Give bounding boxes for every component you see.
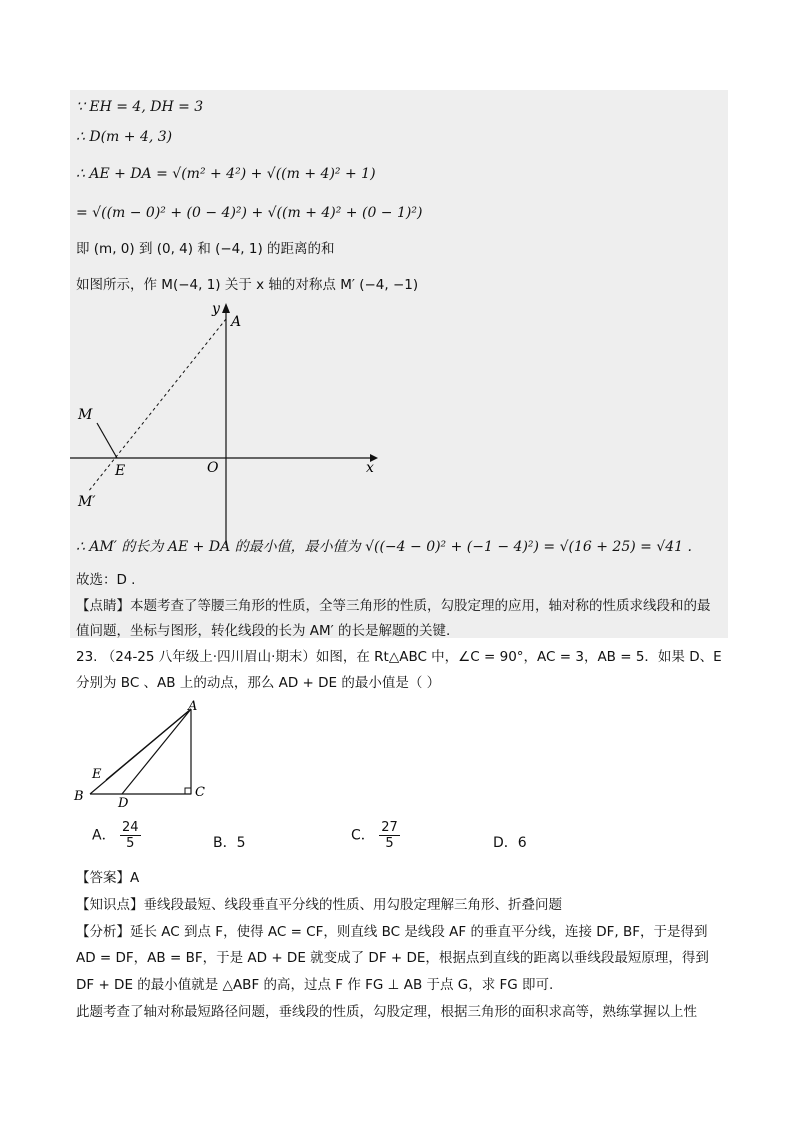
point-A-label: A	[188, 699, 198, 714]
solution-line-5: 即 (m, 0) 到 (0, 4) 和 (−4, 1) 的距离的和	[76, 241, 335, 257]
note-line-2: 值问题，坐标与图形，转化线段的长为 AM′ 的长是解题的关键.	[76, 623, 451, 639]
choice-c-label: C．	[351, 827, 375, 844]
segment-ME	[97, 423, 117, 458]
coordinate-figure	[70, 295, 390, 550]
analysis-answer: 【答案】A	[76, 870, 140, 886]
choice-a-label: A．	[92, 827, 116, 844]
point-E-label: E	[115, 463, 126, 479]
point-M-prime-label: M′	[78, 494, 96, 510]
segment-AM-prime	[88, 319, 226, 492]
choice-c-numerator: 27	[381, 820, 398, 835]
analysis-line-1: 【分析】延长 AC 到点 F，使得 AC = CF，则直线 BC 是线段 AF 的垂直平分线，连接 DF, BF，于是得到	[76, 924, 708, 940]
segment-AD	[122, 709, 191, 794]
note-line-1: 【点睛】本题考查了等腰三角形的性质，全等三角形的性质，勾股定理的应用，轴对称的性质求线段和的最	[76, 598, 711, 614]
right-angle-mark	[185, 788, 191, 794]
choice-a-denominator: 5	[126, 836, 135, 851]
segment-AE	[106, 709, 191, 780]
y-axis-label: y	[212, 301, 220, 317]
analysis-knowledge: 【知识点】垂线段最短、线段垂直平分线的性质、用勾股定理解三角形、折叠问题	[76, 897, 562, 913]
analysis-line-2: AD = DF，AB = BF，于是 AD + DE 就变成了 DF + DE，根据点到直线的距离以垂线段最短原理，得到	[76, 950, 709, 966]
x-axis-label: x	[366, 460, 374, 476]
analysis-line-4: 此题考查了轴对称最短路径问题，垂线段的性质，勾股定理，根据三角形的面积求高等，熟练掌握以上性	[76, 1004, 697, 1020]
point-D-label: D	[118, 796, 129, 808]
choice-c	[351, 820, 400, 851]
y-axis-arrow-icon	[222, 303, 230, 313]
choice-a	[92, 820, 141, 851]
solution-line-1: ∵ EH = 4, DH = 3	[76, 99, 204, 115]
choice-d: D．6	[493, 835, 527, 851]
point-M-label: M	[78, 407, 93, 423]
choice-b: B．5	[213, 835, 246, 851]
point-E-label: E	[92, 767, 102, 782]
solution-line-4: = √((m − 0)² + (0 − 4)²) + √((m + 4)² + (0 − 1)²)	[76, 205, 423, 221]
triangle-figure	[70, 698, 230, 808]
solution-line-2: ∴ D(m + 4, 3)	[76, 129, 173, 145]
question-line-2: 分别为 BC 、AB 上的动点，那么 AD + DE 的最小值是（ ）	[76, 675, 441, 691]
choice-a-fraction	[120, 820, 141, 851]
point-A-label: A	[231, 314, 242, 330]
solution-line-3: ∴ AE + DA = √(m² + 4²) + √((m + 4)² + 1)	[76, 166, 376, 182]
question-line-1: 23. （24-25 八年级上·四川眉山·期末）如图，在 Rt△ABC 中，∠C = 90°，AC = 3，AB = 5．如果 D、E	[76, 649, 722, 665]
choice-c-fraction	[379, 820, 400, 851]
solution-line-7: ∴ AM′ 的长为 AE + DA 的最小值，最小值为 √((−4 − 0)² + (−1 − 4)²) = √(16 + 25) = √41 .	[76, 539, 692, 555]
solution-line-6: 如图所示，作 M(−4, 1) 关于 x 轴的对称点 M′ (−4, −1)	[76, 277, 419, 293]
choice-a-numerator: 24	[122, 820, 139, 835]
solution-answer: 故选：D .	[76, 572, 136, 588]
origin-label: O	[207, 460, 219, 476]
analysis-line-3: DF + DE 的最小值就是 △ABF 的高，过点 F 作 FG ⊥ AB 于点 G，求 FG 即可.	[76, 977, 554, 993]
point-C-label: C	[195, 785, 205, 800]
choice-c-denominator: 5	[385, 836, 394, 851]
point-B-label: B	[74, 789, 84, 804]
